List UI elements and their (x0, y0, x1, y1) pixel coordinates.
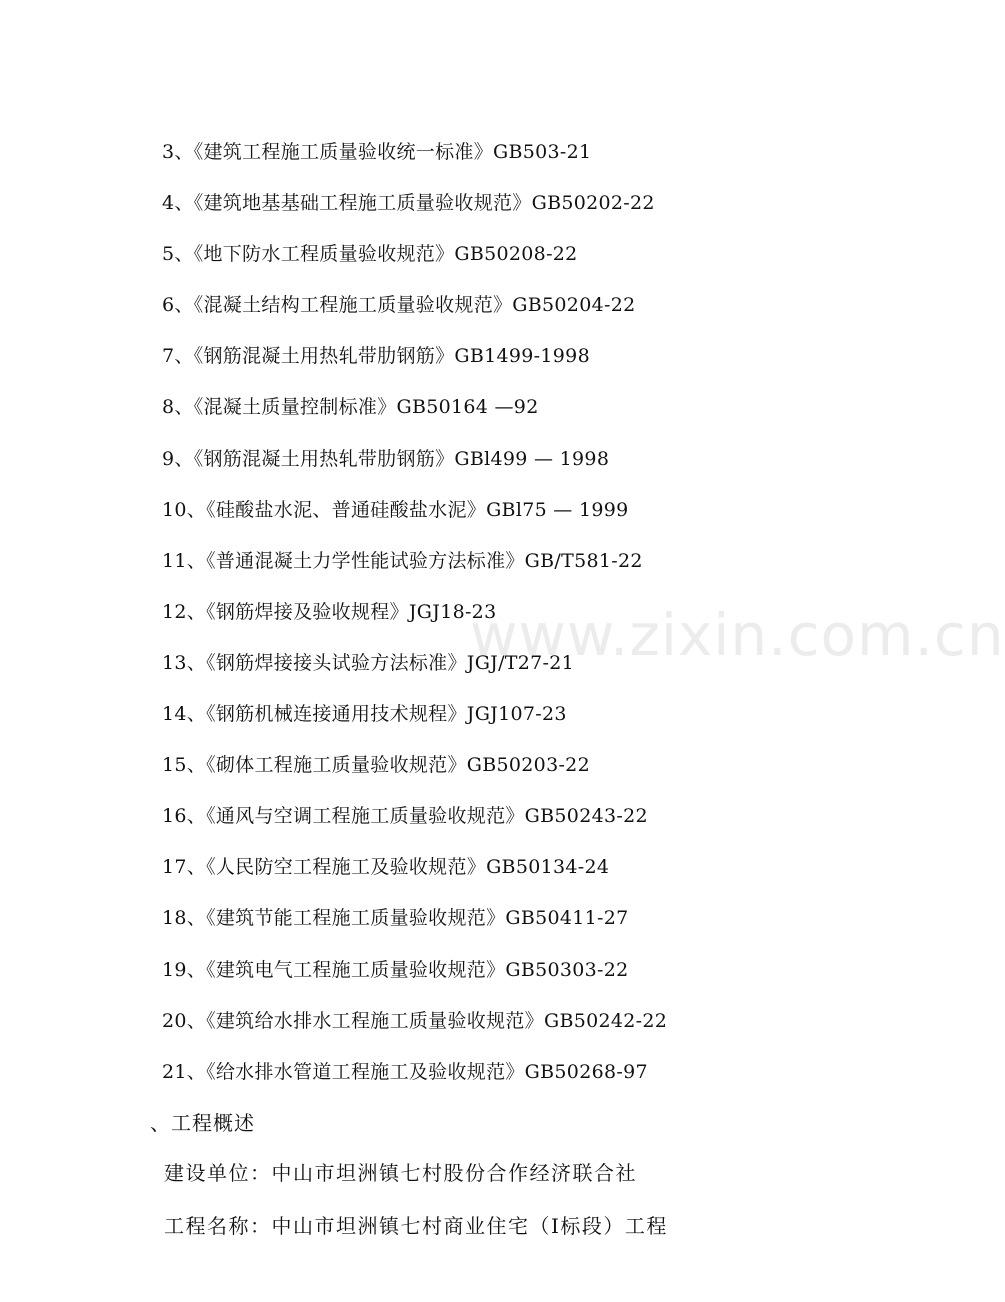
standard-item: 19、《建筑电气工程施工质量验收规范》GB50303-22 (162, 958, 629, 981)
standard-item: 17、《人民防空工程施工及验收规范》GB50134-24 (162, 856, 610, 879)
standard-item: 18、《建筑节能工程施工质量验收规范》GB50411-27 (162, 907, 629, 930)
standard-item: 6、《混凝土结构工程施工质量验收规范》GB50204-22 (162, 294, 636, 317)
section-heading: 、工程概述 (150, 1111, 255, 1135)
standard-item: 5、《地下防水工程质量验收规范》GB50208-22 (162, 243, 578, 266)
standard-item: 16、《通风与空调工程施工质量验收规范》GB50243-22 (162, 805, 648, 828)
watermark: www.zixin.com.cn (470, 601, 1005, 669)
standard-item: 4、《建筑地基基础工程施工质量验收规范》GB50202-22 (162, 192, 655, 215)
standard-item: 12、《钢筋焊接及验收规程》JGJ18-23 (162, 600, 497, 623)
standard-item: 9、《钢筋混凝土用热轧带肋钢筋》GBl499 — 1998 (162, 447, 610, 470)
standard-item: 14、《钢筋机械连接通用技术规程》JGJ107-23 (162, 703, 567, 726)
standard-item: 21、《给水排水管道工程施工及验收规范》GB50268-97 (162, 1060, 648, 1083)
builder-line: 建设单位：中山市坦洲镇七村股份合作经济联合社 (164, 1161, 637, 1185)
project-name-line: 工程名称：中山市坦洲镇七村商业住宅（Ⅰ标段）工程 (164, 1214, 668, 1238)
standard-item: 13、《钢筋焊接接头试验方法标准》JGJ/T27-21 (162, 651, 575, 674)
standard-item: 3、《建筑工程施工质量验收统一标准》GB503-21 (162, 141, 592, 163)
standard-item: 20、《建筑给水排水工程施工质量验收规范》GB50242-22 (162, 1009, 668, 1032)
standards-list (162, 136, 667, 1107)
standard-item: 7、《钢筋混凝土用热轧带肋钢筋》GB1499-1998 (162, 345, 590, 368)
standard-item: 10、《硅酸盐水泥、普通硅酸盐水泥》GBl75 — 1999 (162, 498, 629, 521)
standard-item: 11、《普通混凝土力学性能试验方法标准》GB/T581-22 (162, 549, 643, 572)
standard-item: 8、《混凝土质量控制标准》GB50164 —92 (162, 396, 539, 419)
standard-item: 15、《砌体工程施工质量验收规范》GB50203-22 (162, 754, 590, 777)
